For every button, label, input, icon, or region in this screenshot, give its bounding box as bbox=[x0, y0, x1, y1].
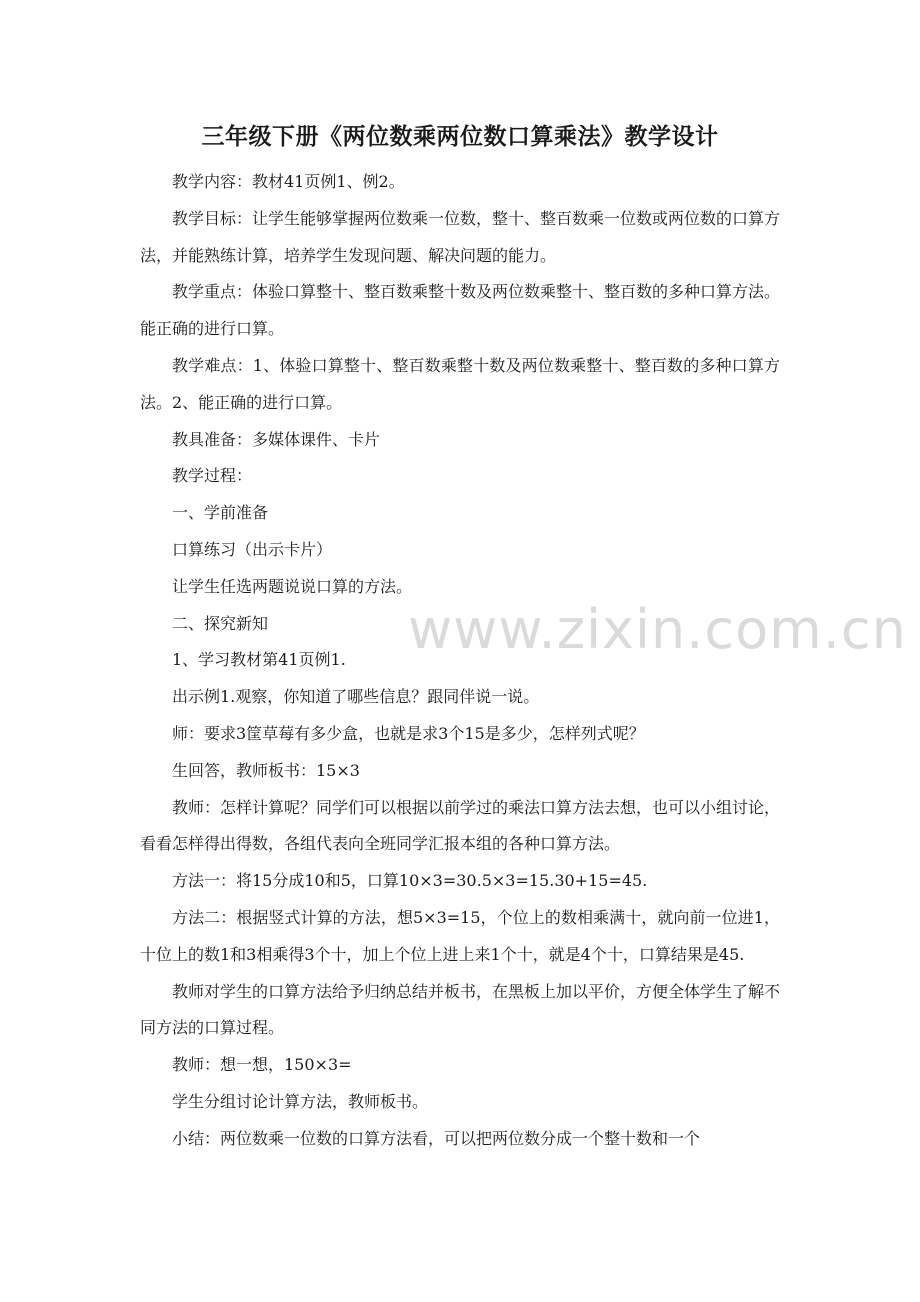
paragraph-summary-board: 教师对学生的口算方法给予归纳总结并板书，在黑板上加以平价，方便全体学生了解不同方法的口算过程。 bbox=[140, 981, 781, 1038]
paragraph-conclusion: 小结：两位数乘一位数的口算方法看，可以把两位数分成一个整十数和一个 bbox=[172, 1128, 701, 1148]
section-heading-explore: 二、探究新知 bbox=[172, 613, 269, 633]
paragraph-example-1-heading: 1、学习教材第41页例1. bbox=[172, 650, 346, 670]
paragraph-difficulties: 教学难点：1、体验口算整十、整百数乘整十数及两位数乘整十、整百数的多种口算方法。2、能正确的进行口算。 bbox=[140, 355, 780, 412]
paragraph-materials: 教具准备：多媒体课件、卡片 bbox=[172, 429, 381, 449]
watermark: www.zixin.com.cn bbox=[408, 598, 907, 661]
paragraph-oral-practice: 口算练习（出示卡片） bbox=[172, 539, 333, 559]
document-title: 三年级下册《两位数乘两位数口算乘法》教学设计 bbox=[201, 123, 719, 150]
paragraph-group-discussion: 学生分组讨论计算方法，教师板书。 bbox=[172, 1091, 429, 1111]
paragraph-process-heading: 教学过程： bbox=[172, 466, 253, 486]
document-body bbox=[140, 164, 780, 1158]
paragraph-show-example: 出示例1.观察，你知道了哪些信息？跟同伴说一说。 bbox=[172, 687, 540, 707]
paragraph-teacher-question: 师：要求3筐草莓有多少盒，也就是求3个15是多少，怎样列式呢？ bbox=[172, 723, 645, 743]
paragraph-method-one: 方法一：将15分成10和5，口算10×3=30.5×3=15.30+15=45. bbox=[172, 871, 648, 891]
paragraph-student-answer: 生回答，教师板书：15×3 bbox=[172, 760, 360, 780]
paragraph-content: 教学内容：教材41页例1、例2。 bbox=[172, 172, 405, 191]
paragraph-objectives: 教学目标：让学生能够掌握两位数乘一位数，整十、整百数乘一位数或两位数的口算方法，并能熟练计算，培养学生发现问题、解决问题的能力。 bbox=[140, 208, 781, 265]
paragraph-choose-two: 让学生任选两题说说口算的方法。 bbox=[172, 576, 413, 596]
paragraph-key-points: 教学重点：体验口算整十、整百数乘整十数及两位数乘整十、整百数的多种口算方法。能正确的进行口算。 bbox=[140, 282, 781, 339]
paragraph-think: 教师：想一想，150×3= bbox=[172, 1055, 352, 1075]
section-heading-preparation: 一、学前准备 bbox=[172, 503, 269, 523]
paragraph-how-to-calculate: 教师：怎样计算呢？同学们可以根据以前学过的乘法口算方法去想，也可以小组讨论，看看怎样得出得数，各组代表向全班同学汇报本组的各种口算方法。 bbox=[140, 797, 781, 854]
paragraph-method-two: 方法二：根据竖式计算的方法，想5×3=15，个位上的数相乘满十，就向前一位进1，十位上的数1和3相乘得3个十，加上个位上进上来1个十，就是4个十，口算结果是45. bbox=[140, 907, 780, 964]
